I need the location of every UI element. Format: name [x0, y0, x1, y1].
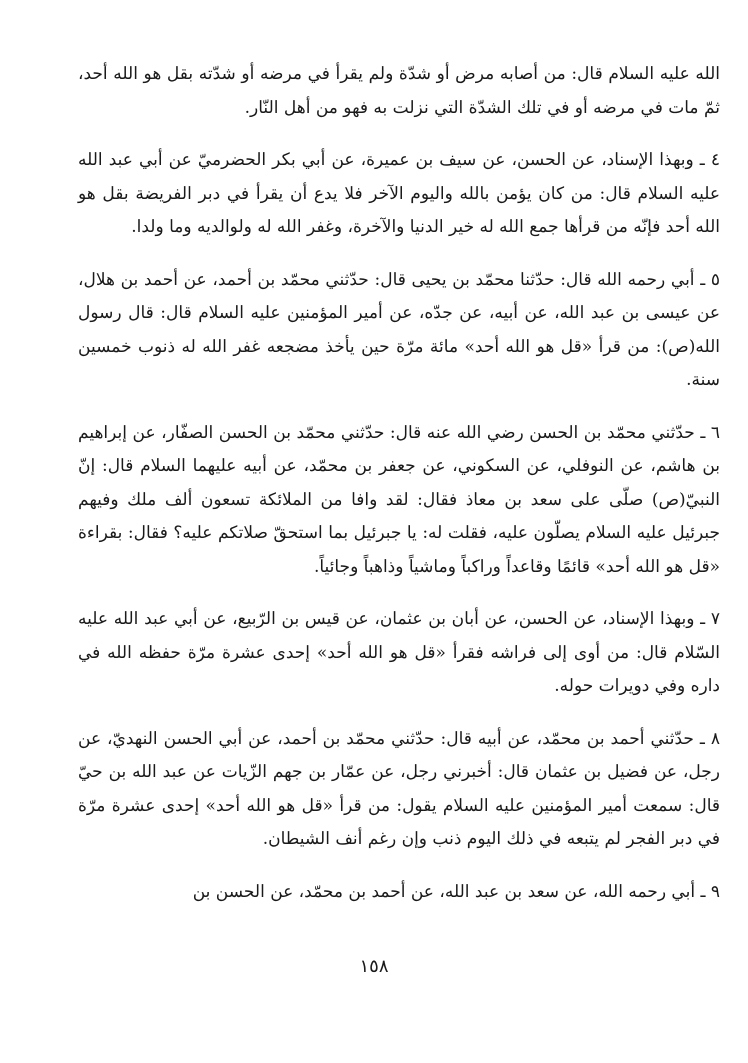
paragraph-hadith-6: ٦ ـ حدّثني محمّد بن الحسن رضي الله عنه قال: حدّثني محمّد بن الحسن الصفّار، عن إبراهيم بن هاشم، عن النوفلي، عن السكوني، عن جعفر بن محمّد، عن أبيه عليهما السلام قال: إنّ النبيّ(ص) صلّى على سعد بن معاذ فقال: لقد وافا من الملائكة تسعون ألف ملك وفيهم جبرئيل عليه السلام يصلّون عليه، فقلت له: يا جبرئيل بما استحقّ صلاتكم عليه؟ فقال: بقراءة «قل هو الله أحد» قائمًا وقاعداً وراكباً وماشياً وذاهباً وجائياً.: [78, 422, 720, 577]
page-body-text: [78, 58, 720, 909]
paragraph-hadith-8: ٨ ـ حدّثني أحمد بن محمّد، عن أبيه قال: حدّثني محمّد بن أحمد، عن أبي الحسن النهديّ، عن رجل، عن فضيل بن عثمان قال: أخبرني رجل، عن عمّار بن جهم الزّيات عن عبد الله بن حيّ قال: سمعت أمير المؤمنين عليه السلام يقول: من قرأ «قل هو الله أحد» إحدى عشرة مرّة في دبر الفجر لم يتبعه في ذلك اليوم ذنب وإن رغم أنف الشيطان.: [78, 728, 720, 849]
page-number: ١٥٨: [359, 956, 389, 977]
paragraph-hadith-9: ٩ ـ أبي رحمه الله، عن سعد بن عبد الله، عن أحمد بن محمّد، عن الحسن بن: [192, 881, 720, 902]
paragraph-hadith-5: ٥ ـ أبي رحمه الله قال: حدّثنا محمّد بن يحيى قال: حدّثني محمّد بن أحمد، عن أحمد بن هلال، عن عيسى بن عبد الله، عن أبيه، عن جدّه، عن أمير المؤمنين عليه السلام قال: قال رسول الله(ص): من قرأ «قل هو الله أحد» مائة مرّة حين يأخذ مضجعه غفر الله له ذنوب خمسين سنة.: [78, 269, 720, 390]
paragraph-hadith-7: ٧ ـ وبهذا الإسناد، عن الحسن، عن أبان بن عثمان، عن قيس بن الرّبيع، عن أبي عبد الله عليه السّلام قال: من أوى إلى فراشه فقرأ «قل هو الله أحد» إحدى عشرة مرّة حفظه الله في داره وفي دويرات حوله.: [78, 609, 720, 696]
paragraph-hadith-4: ٤ ـ وبهذا الإسناد، عن الحسن، عن سيف بن عميرة، عن أبي بكر الحضرميّ عن أبي عبد الله عليه السلام قال: من كان يؤمن بالله واليوم الآخر فلا يدع أن يقرأ في دبر الفريضة بقل هو الله أحد فإنّه من قرأها جمع الله له خير الدنيا والآخرة، وغفر الله له ولوالديه وما ولدا.: [78, 150, 720, 237]
paragraph-continuation: الله عليه السلام قال: من أصابه مرض أو شدّة ولم يقرأ في مرضه أو شدّته بقل هو الله أحد، ثمّ مات في مرضه أو في تلك الشدّة التي نزلت به فهو من أهل النّار.: [78, 64, 720, 118]
